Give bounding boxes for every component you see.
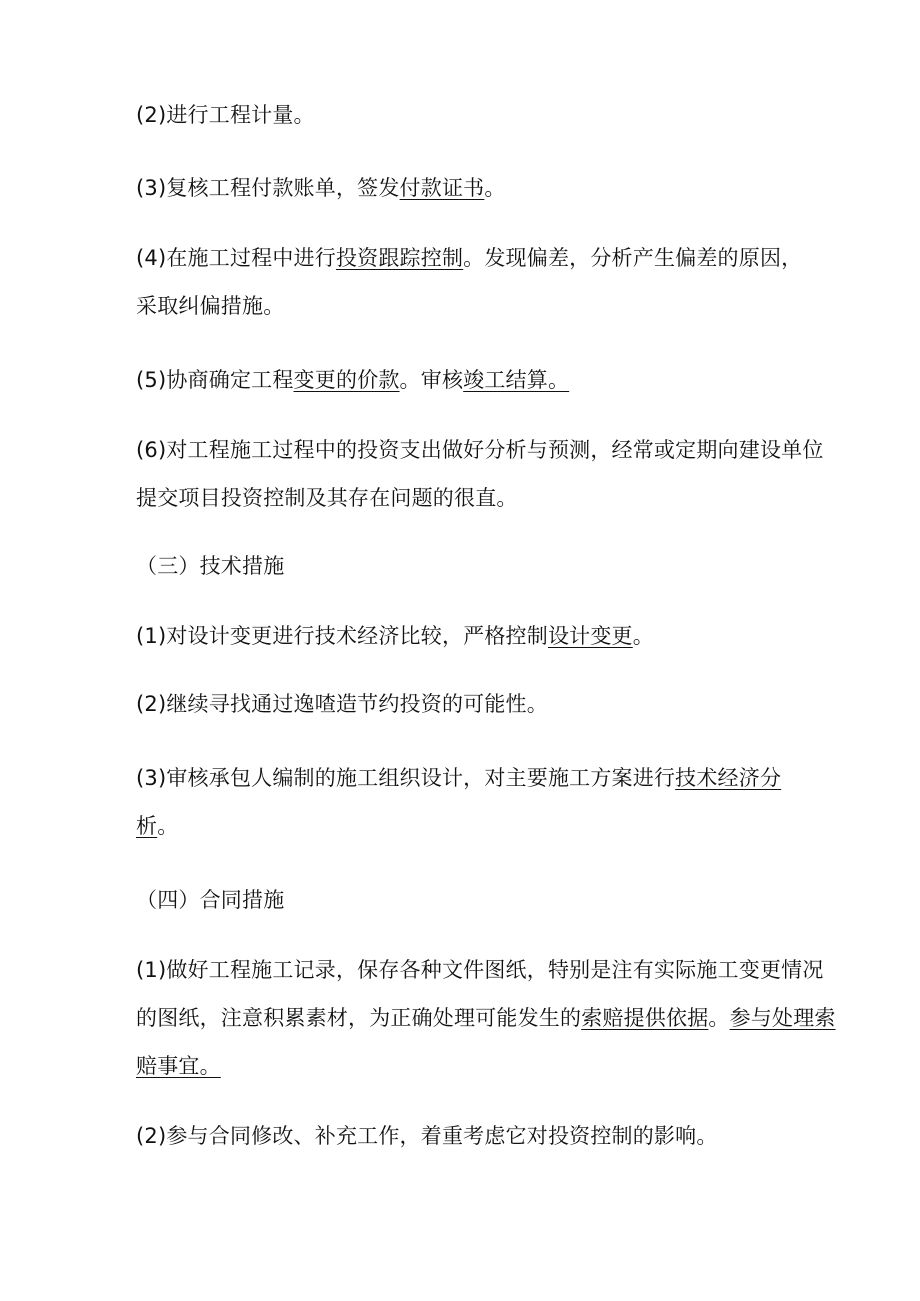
underlined-text: 参与处理索 (729, 1006, 836, 1030)
text-segment: (1)对设计变更进行技术经济比较，严格控制 (136, 624, 548, 648)
text-segment: (3)审核承包人编制的施工组织设计，对主要施工方案进行 (136, 766, 676, 790)
text-line (136, 174, 796, 202)
text-line (136, 244, 803, 272)
text-line (136, 956, 824, 984)
text-segment: （四）合同措施 (136, 888, 285, 912)
text-segment: (2)进行工程计量。 (136, 103, 315, 127)
text-line (136, 1004, 836, 1032)
underlined-text: 设计变更 (547, 624, 633, 648)
text-line (136, 690, 796, 718)
text-segment: (3)复核工程付款账单，签发 (136, 176, 400, 200)
text-segment: (1)做好工程施工记录，保存各种文件图纸，特别是注有实际施工变更情况 (136, 958, 824, 982)
underlined-text: 索赔提供依据 (581, 1006, 709, 1030)
text-segment: 的图纸，注意积累素材，为正确处理可能发生的 (136, 1006, 582, 1030)
text-line (136, 436, 824, 464)
text-line (136, 1122, 796, 1150)
text-segment: (2)继续寻找通过逸喳造节约投资的可能性。 (136, 692, 548, 716)
text-segment: (5)协商确定工程 (136, 368, 294, 392)
text-line (136, 101, 796, 129)
text-segment: 采取纠偏措施。 (136, 294, 285, 318)
underlined-text: 析 (136, 814, 158, 838)
text-line (136, 622, 796, 650)
text-segment: 。审核 (399, 368, 464, 392)
text-segment: 。发现偏差，分析产生偏差的原因， (463, 246, 803, 270)
text-segment: 。 (708, 1006, 730, 1030)
text-line (136, 552, 796, 580)
text-line (136, 812, 796, 840)
underlined-text: 技术经济分 (675, 766, 782, 790)
underlined-text: 竣工结算。 (463, 368, 570, 392)
text-line (136, 1052, 796, 1080)
text-segment: （三）技术措施 (136, 554, 285, 578)
text-segment: (4)在施工过程中进行 (136, 246, 336, 270)
text-line (136, 484, 796, 512)
text-segment: 提交项目投资控制及其存在问题的很直。 (136, 486, 518, 510)
text-segment: (6)对工程施工过程中的投资支出做好分析与预测，经常或定期向建设单位 (136, 438, 824, 462)
text-segment: (2)参与合同修改、补充工作，着重考虑它对投资控制的影响。 (136, 1124, 718, 1148)
text-line (136, 292, 796, 320)
text-segment: 。 (484, 176, 506, 200)
text-line (136, 366, 796, 394)
underlined-text: 付款证书 (399, 176, 485, 200)
underlined-text: 赔事宜。 (136, 1054, 221, 1078)
underlined-text: 变更的价款 (293, 368, 400, 392)
text-line (136, 764, 796, 792)
underlined-text: 投资跟踪控制 (335, 246, 464, 270)
text-line (136, 886, 796, 914)
text-segment: 。 (157, 814, 179, 838)
text-segment: 。 (632, 624, 654, 648)
